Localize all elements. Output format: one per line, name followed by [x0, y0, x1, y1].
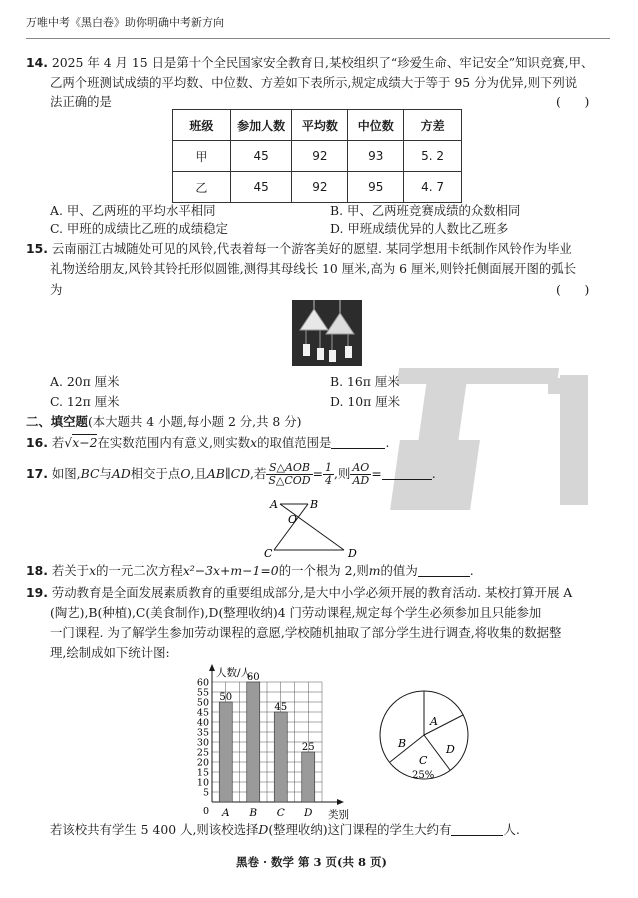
table-cell: 5. 2	[404, 141, 462, 172]
answer-blank[interactable]	[418, 576, 470, 577]
fraction-one-quarter: $\frac{1}{4}$	[325, 461, 333, 487]
bar-value-label: 50	[219, 692, 233, 703]
y-tick-label: 20	[196, 757, 209, 769]
bar-chart	[180, 660, 370, 820]
q19-question-line: 若该校共有学生 5 400 人,则该校选择D(整理收纳)这门课程的学生大约有 人.	[50, 822, 520, 837]
table-header: 参加人数	[230, 110, 292, 141]
section-title: 二、填空题	[26, 414, 88, 429]
table-cell: 92	[292, 141, 348, 172]
y-axis-label: 人数/人	[216, 667, 252, 679]
point-label-o: O	[288, 513, 298, 526]
answer-blank[interactable]	[331, 448, 385, 449]
pie-chart	[374, 685, 474, 785]
point-label-c: C	[264, 547, 273, 560]
x-tick-label: D	[304, 807, 313, 819]
pie-label-c: C	[419, 754, 428, 767]
q14-line-1: 14. 2025 年 4 月 15 日是第十个全民国家安全教育日,某校组织了“珍爱生命、牢记安全”知识竞赛,甲、	[26, 55, 594, 70]
q14-option-d: D. 甲班成绩优异的人数比乙班多	[330, 221, 509, 236]
q15-line-2: 礼物送给朋友,风铃其铃托形似圆锥,测得其母线长 10 厘米,高为 6 厘米,则铃托侧面展开图的弧长	[50, 261, 577, 276]
table-cell: 乙	[173, 172, 231, 203]
question-number: 17.	[26, 466, 48, 481]
x-tick-label: C	[276, 807, 285, 819]
point-label-b: B	[310, 498, 319, 511]
table-cell: 4. 7	[404, 172, 462, 203]
table-cell: 45	[230, 141, 292, 172]
question-number: 19.	[26, 585, 48, 600]
q18-line: 18. 若关于x的一元二次方程x²−3x+m−1=0的一个根为 2,则m的值为 .	[26, 563, 474, 578]
bar-value-label: 60	[246, 672, 260, 683]
question-number: 14.	[26, 55, 48, 70]
fraction-area-ratio: $\frac{\text{S△AOB}}{\text{S△COD}}$	[268, 461, 311, 487]
question-number: 15.	[26, 241, 48, 256]
x-tick-label: A	[221, 807, 230, 819]
pie-annotation-c-percent: 25%	[412, 770, 435, 781]
table-cell: 93	[348, 141, 404, 172]
y-tick-label: 60	[196, 677, 209, 689]
point-label-d: D	[348, 547, 357, 560]
table-header: 中位数	[348, 110, 404, 141]
bar-value-label: 25	[301, 742, 315, 753]
q14-answer-paren: ( )	[556, 94, 590, 109]
q16-line: 16. 若√x−2在实数范围内有意义,则实数x的取值范围是 .	[26, 435, 390, 450]
bar	[247, 682, 260, 802]
q14-line-3: 法正确的是	[50, 94, 112, 109]
q14-option-a: A. 甲、乙两班的平均水平相同	[50, 203, 216, 218]
y-tick-label: 55	[196, 687, 209, 699]
answer-blank[interactable]	[382, 479, 432, 480]
y-tick-label: 25	[196, 747, 209, 759]
q17-line: 17. 如图,BC与AD相交于点O,且AB∥CD,若 $\frac{\text{S△AOB}}{\text{S△COD}}$ = $\frac{1}{4}$ ,则 $\frac{AO}{AD}$ = .	[26, 461, 436, 487]
q17-geometry-figure	[262, 494, 372, 560]
table-row	[173, 141, 462, 172]
q15-line-3: 为	[50, 282, 63, 297]
bar	[302, 752, 315, 802]
y-tick-label: 45	[196, 707, 209, 719]
q15-option-b: B. 16π 厘米	[330, 374, 400, 389]
y-tick-label: 5	[202, 787, 209, 799]
question-number: 18.	[26, 563, 48, 578]
q19-line-1: 19. 劳动教育是全面发展素质教育的重要组成部分,是大中小学必须开展的教育活动. 某校打算开展 A	[26, 585, 573, 600]
q15-line-1: 15. 云南丽江古城随处可见的风铃,代表着每一个游客美好的愿望. 某同学想用卡纸制作风铃作为毕业	[26, 241, 572, 256]
table-header: 方差	[404, 110, 462, 141]
q15-option-c: C. 12π 厘米	[50, 394, 120, 409]
q15-answer-paren: ( )	[556, 282, 590, 297]
sqrt-sign: √	[64, 435, 73, 450]
page-header: 万唯中考《黑白卷》助你明确中考新方向	[26, 16, 224, 29]
y-tick-label: 40	[196, 717, 209, 729]
watermark-shape-4	[560, 375, 588, 505]
table-cell: 45	[230, 172, 292, 203]
equation: x²−3x+m−1=0	[182, 563, 279, 578]
page-footer: 黑卷 · 数学 第 3 页(共 8 页)	[236, 855, 387, 869]
q15-option-a: A. 20π 厘米	[50, 374, 120, 389]
watermark-shape-5	[548, 378, 588, 394]
radicand: x−2	[72, 435, 98, 450]
q14-option-b: B. 甲、乙两班竞赛成绩的众数相同	[330, 203, 521, 218]
table-cell: 92	[292, 172, 348, 203]
watermark-shape-1	[397, 368, 559, 384]
table-row	[173, 172, 462, 203]
x-axis-label: 类别	[328, 809, 349, 820]
origin-label: 0	[202, 806, 209, 817]
y-tick-label: 30	[196, 737, 209, 749]
point-label-a: A	[270, 498, 278, 511]
q14-line-2: 乙两个班测试成绩的平均数、中位数、方差如下表所示,规定成绩大于等于 95 分为优异,则下列说	[50, 75, 578, 90]
y-tick-label: 15	[196, 767, 209, 779]
pie-label-d: D	[446, 743, 455, 756]
q19-line-2: (陶艺),B(种植),C(美食制作),D(整理收纳)4 门劳动课程,规定每个学生必须参加且只能参加	[50, 605, 542, 620]
table-cell: 95	[348, 172, 404, 203]
bar	[274, 712, 287, 802]
wind-chime-photo	[292, 300, 362, 366]
pie-label-a: A	[430, 715, 438, 728]
bar	[219, 702, 232, 802]
question-number: 16.	[26, 435, 48, 450]
y-tick-label: 50	[196, 697, 209, 709]
x-tick-label: B	[249, 807, 258, 819]
bar-value-label: 45	[274, 702, 288, 713]
answer-blank[interactable]	[451, 835, 503, 836]
table-header-row	[173, 110, 462, 141]
header-rule	[26, 38, 610, 39]
section-desc: (本大题共 4 小题,每小题 2 分,共 8 分)	[87, 414, 302, 429]
q14-stats-table	[172, 109, 462, 203]
table-header: 平均数	[292, 110, 348, 141]
y-tick-label: 35	[196, 727, 209, 739]
x-axis-arrow	[337, 799, 344, 805]
q14-option-c: C. 甲班的成绩比乙班的成绩稳定	[50, 221, 228, 236]
fraction-ao-ad: $\frac{AO}{AD}$	[352, 461, 370, 487]
table-header: 班级	[173, 110, 231, 141]
q19-line-4: 理,绘制成如下统计图:	[50, 645, 170, 660]
table-cell: 甲	[173, 141, 231, 172]
y-tick-label: 10	[196, 777, 209, 789]
q15-option-d: D. 10π 厘米	[330, 394, 400, 409]
pie-label-b: B	[398, 737, 407, 750]
y-axis-arrow	[209, 664, 215, 671]
section-heading	[26, 414, 301, 430]
q19-line-3: 一门课程. 为了解学生参加劳动课程的意愿,学校随机抽取了部分学生进行调查,将收集的数据整	[50, 625, 562, 640]
